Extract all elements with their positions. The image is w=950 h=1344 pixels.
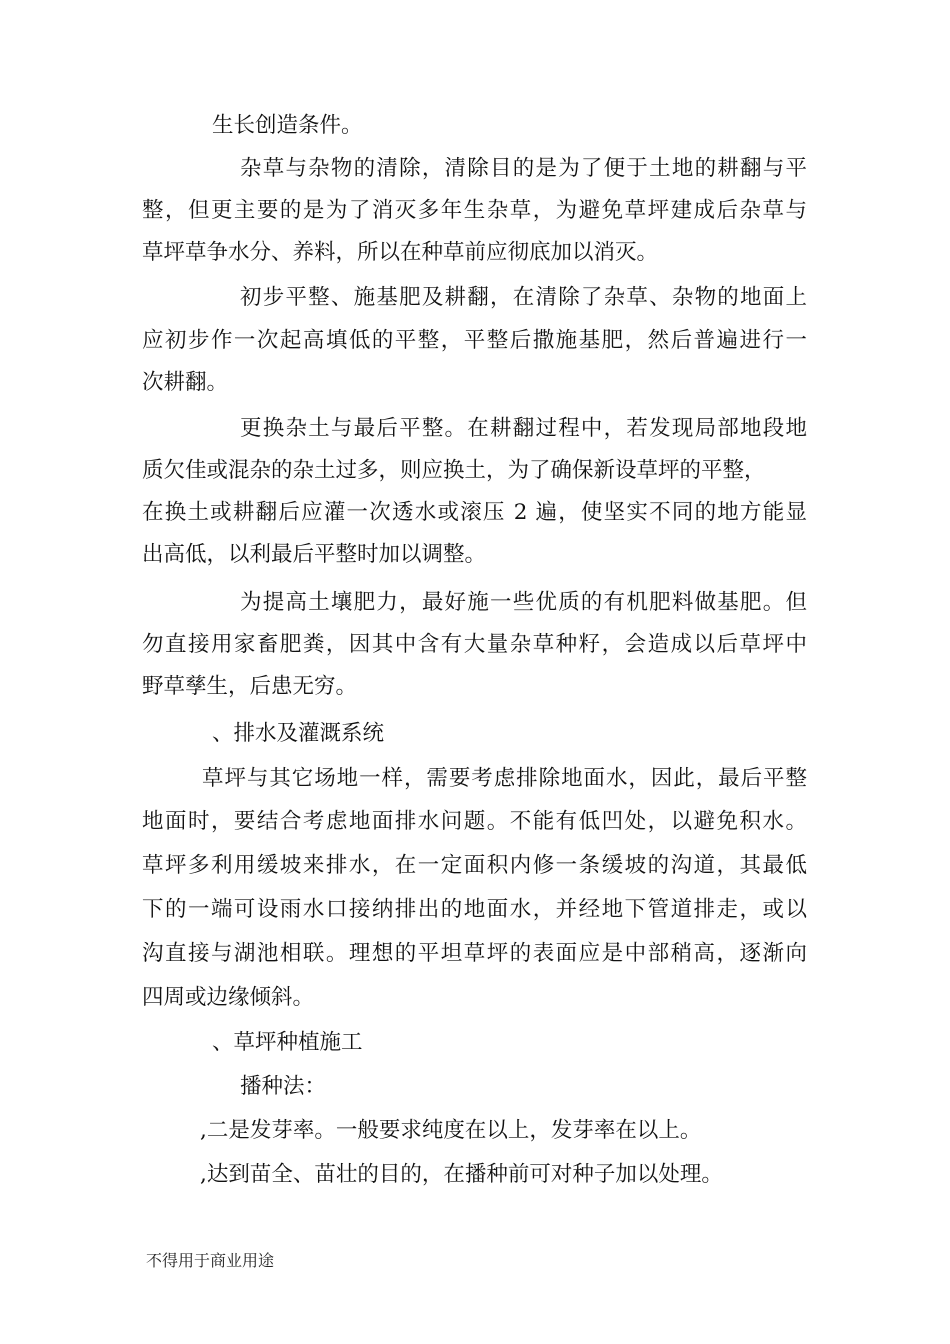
paragraph-line: 质欠佳或混杂的杂土过多，则应换土，为了确保新设草坪的平整，: [142, 458, 766, 483]
section-heading: 、草坪种植施工: [212, 1030, 363, 1055]
paragraph-line: 为提高土壤肥力，最好施一些优质的有机肥料做基肥。但: [240, 590, 807, 615]
paragraph-line: 下的一端可设雨水口接纳排出的地面水，并经地下管道排走，或以: [142, 897, 807, 922]
paragraph-line: 在换土或耕翻后应灌一次透水或滚压 2 遍，使坚实不同的地方能显: [142, 500, 807, 525]
paragraph-line: 整，但更主要的是为了消灭多年生杂草，为避免草坪建成后杂草与: [142, 198, 807, 223]
paragraph-line: 杂草与杂物的清除，清除目的是为了便于土地的耕翻与平: [240, 156, 807, 181]
subheading: 播种法：: [240, 1074, 327, 1099]
paragraph-line: 四周或边缘倾斜。: [142, 985, 315, 1010]
paragraph-line: 应初步作一次起高填低的平整，平整后撒施基肥，然后普遍进行一: [142, 328, 807, 353]
paragraph-line: 次耕翻。: [142, 370, 229, 395]
paragraph-line: 出高低，以利最后平整时加以调整。: [142, 542, 487, 567]
footer-note: 不得用于商业用途: [146, 1251, 275, 1270]
paragraph-line: 地面时，要结合考虑地面排水问题。不能有低凹处，以避免积水。: [142, 809, 807, 834]
paragraph-line: 更换杂土与最后平整。在耕翻过程中，若发现局部地段地: [240, 416, 807, 441]
section-heading: 、排水及灌溉系统: [212, 721, 385, 746]
paragraph-line: 草坪草争水分、养料，所以在种草前应彻底加以消灭。: [142, 240, 659, 265]
paragraph-line: 初步平整、施基肥及耕翻，在清除了杂草、杂物的地面上: [240, 285, 807, 310]
paragraph-line: 勿直接用家畜肥粪，因其中含有大量杂草种籽，会造成以后草坪中: [142, 632, 807, 657]
paragraph-line: 草坪多利用缓坡来排水，在一定面积内修一条缓坡的沟道，其最低: [142, 853, 807, 878]
paragraph-line: 沟直接与湖池相联。理想的平坦草坪的表面应是中部稍高，逐渐向: [142, 941, 807, 966]
paragraph-line: 野草孳生，后患无穷。: [142, 674, 358, 699]
paragraph-line: 生长创造条件。: [212, 113, 363, 138]
paragraph-line: 草坪与其它场地一样，需要考虑排除地面水，因此，最后平整: [202, 766, 807, 791]
paragraph-line: ,二是发芽率。一般要求纯度在以上，发芽率在以上。: [200, 1118, 702, 1143]
paragraph-line: ,达到苗全、苗壮的目的，在播种前可对种子加以处理。: [200, 1162, 723, 1187]
